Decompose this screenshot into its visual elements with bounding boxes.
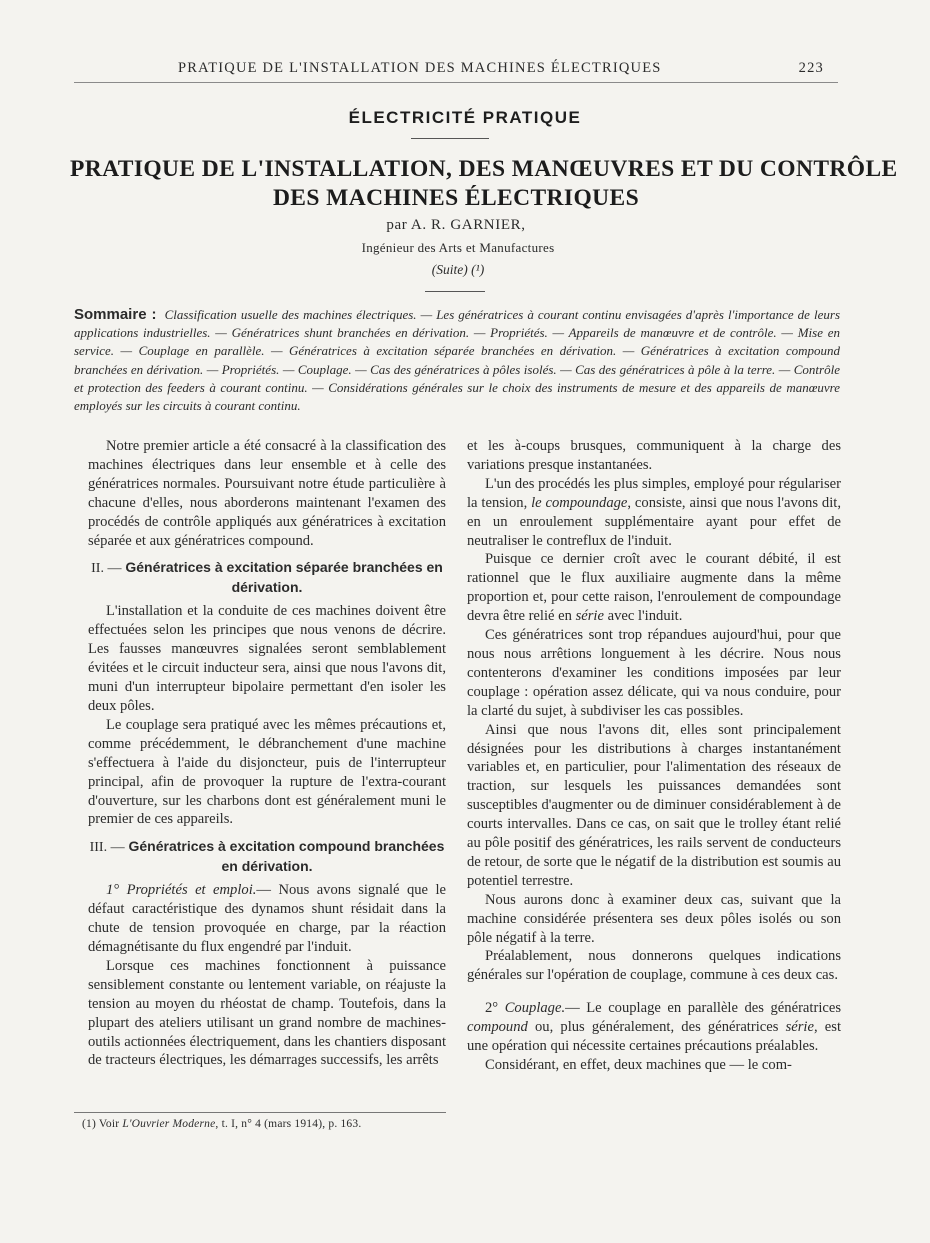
paragraph: Nous aurons donc à examiner deux cas, suivant que la machine considérée présentera ses deux pôles isolés ou son pôle négatif à la terre.: [467, 891, 841, 946]
paragraph: Le couplage sera pratiqué avec les mêmes précautions et, comme précédemment, le débranchement d'une machine s'effectuera à l'aide du disjoncteur, puis de l'interrupteur principal, afin de provoquer la rupture de l'extra-courant d'ouverture, sur les charbons dont est généralement muni le premier de ces appareils.: [88, 716, 446, 828]
paragraph: Ainsi que nous l'avons dit, elles sont principalement désignées pour les distributions à charges instantanément variables et, en particulier, pour l'alimentation des réseaux de traction, sur lesquels les puissances demandées sont susceptibles d'augmenter ou de diminuer considérablement à de courts intervalles. Dans ce cas, on sait que le trolley étant relié au pôle positif des génératrices, les rails servent de conducteurs de retour, de sorte que le négatif de la distribution est soumis au potentiel terrestre.: [467, 721, 841, 889]
footnote-rule: [74, 1112, 446, 1113]
title-rule: [425, 291, 485, 292]
paragraph: L'installation et la conduite de ces machines doivent être effectuées selon les principes que nous venons de décrire. Les fausses manœuvres signalées seront semblablement évitées et le circuit inducteur sera, ainsi que nous l'avons dit, muni d'un interrupteur bipolaire permettant d'en isoler les deux pôles.: [88, 603, 446, 714]
page-number: 223: [798, 60, 824, 76]
byline: par A. R. GARNIER,: [386, 217, 526, 233]
paragraph: L'un des procédés les plus simples, employé pour régulariser la tension, le compoundage, consiste, ainsi que nous l'avons dit, en un enroulement supplémentaire ayant pour effet de neutraliser le contreflux de l'induit.: [467, 475, 841, 549]
subsection-heading-ii: II. — Génératrices à excitation séparée branchées en dérivation.: [91, 559, 443, 596]
paragraph: Préalablement, nous donnerons quelques indications générales sur l'opération de couplage, commune à ces deux cas.: [467, 948, 841, 984]
paragraph: Considérant, en effet, deux machines que — le com-: [485, 1057, 792, 1073]
paragraph-gap: [467, 985, 841, 999]
paragraph: Ces génératrices sont trop répandues aujourd'hui, pour que nous nous arrêtions longuement à les décrire. Nous nous contenterons d'examiner les conditions imposées par leur couplage : opération assez délicate, qui va nous conduire, pour la clarté du sujet, à subdiviser les cas possibles.: [467, 627, 841, 719]
summary-label: Sommaire :: [74, 306, 157, 323]
continuation-note: [0, 262, 916, 278]
footnote: (1) Voir L'Ouvrier Moderne, t. I, n° 4 (mars 1914), p. 163.: [82, 1118, 362, 1130]
paragraph: et les à-coups brusques, communiquent à la charge des variations presque instantanées.: [467, 438, 841, 473]
subsection-heading-iii: III. — Génératrices à excitation compound branchées en dérivation.: [89, 838, 445, 875]
paragraph: 2° Couplage.— Le couplage en parallèle des génératrices compound ou, plus généralement, des génératrices série, est une opération qui nécessite certaines précautions préalables.: [467, 1000, 842, 1055]
article-title-line-2: DES MACHINES ÉLECTRIQUES: [272, 185, 640, 211]
section-rule: [411, 138, 489, 139]
running-head-title: PRATIQUE DE L'INSTALLATION DES MACHINES ÉLECTRIQUES: [178, 60, 662, 76]
paragraph: 1° Propriétés et emploi.— Nous avons signalé que le défaut caractéristique des dynamos shunt résidait dans la chute de tension provoquée en charge, par la réaction démagnétisante du flux engendré par l'induit.: [88, 882, 447, 956]
summary-block: [74, 306, 840, 415]
paragraph: Notre premier article a été consacré à la classification des machines électriques dans leur ensemble et à celle des génératrices normales. Poursuivant notre étude particulière à chacune d'elles, nous aborderons maintenant l'examen des procédés de contrôle appliqués aux génératrices à excitation séparée et aux génératrices compound.: [88, 438, 446, 549]
article-title-line-1: PRATIQUE DE L'INSTALLATION, DES MANŒUVRES ET DU CONTRÔLE: [70, 156, 898, 182]
suite-text: (Suite) (¹): [431, 262, 485, 277]
summary-text: Classification usuelle des machines électriques. — Les génératrices à courant continu envisagées d'après l'importance de leurs applications industrielles. — Génératrices shunt branchées en dérivation. — Propriétés. — Appareils de manœuvre et de contrôle. — Mise en service. — Couplage en parallèle. — Génératrices à excitation séparée branchées en dérivation. — Génératrices à excitation compound branchées en dérivation. — Propriétés. — Couplage. — Cas des génératrices à pôles isolés. — Cas des génératrices à pôle à la terre. — Contrôle et protection des feeders à courant continu. — Considérations générales sur le choix des instruments de mesure et des appareils de manœuvre employés sur les circuits à courant continu.: [74, 307, 840, 414]
paragraph: Puisque ce dernier croît avec le courant débité, il est rationnel que le flux auxiliaire augmente dans la même proportion et, pour cette raison, l'enroulement de compoundage devra être relié en série avec l'induit.: [467, 551, 841, 625]
running-head: [74, 58, 838, 83]
paragraph-lead: 1° Propriétés et emploi.: [106, 882, 257, 899]
section-heading: ÉLECTRICITÉ PRATIQUE: [348, 108, 582, 127]
author-affiliation: Ingénieur des Arts et Manufactures: [361, 240, 555, 255]
article-title: [70, 155, 898, 213]
right-column: [467, 437, 841, 1075]
paragraph: Lorsque ces machines fonctionnent à puissance sensiblement constante ou lentement variable, on réajuste la tension au moyen du rhéostat de champ. Toutefois, dans la plupart des ateliers utilisant un grand nombre de machines-outils actionnées électriquement, dans les chantiers disposant de tracteurs électriques, les démarrages successifs, les arrêts: [88, 957, 446, 1069]
left-column: [88, 437, 446, 1070]
